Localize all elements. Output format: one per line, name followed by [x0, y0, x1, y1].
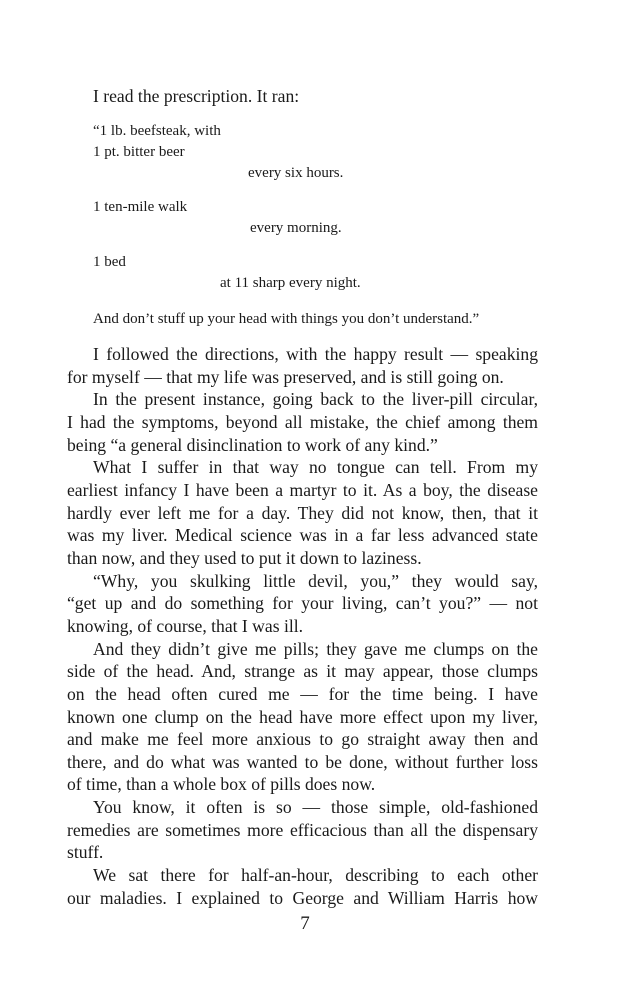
intro-line: I read the prescription. It ran: — [93, 86, 300, 106]
text-line: And they didn’t give me pills; they gave me clumps on the — [93, 638, 538, 659]
text-line: We sat there for half-an-hour, describing to each other — [93, 865, 538, 886]
text-line: for myself — that my life was preserved, and is still going on. — [67, 366, 504, 387]
text-line: than now, and they used to put it down to laziness. — [67, 547, 422, 568]
paragraph — [67, 388, 538, 456]
prescription-item: 1 pt. bitter beer — [93, 144, 185, 160]
prescription-item: “1 lb. beefsteak, with — [93, 123, 221, 139]
paragraph — [67, 570, 538, 638]
text-line: remedies are sometimes more efficacious than all the dispensary — [67, 819, 538, 840]
prescription-timing: every six hours. — [248, 165, 344, 181]
text-line: was my liver. Medical science was in a far less advanced state — [67, 525, 538, 546]
text-line: In the present instance, going back to the liver-pill circular, — [93, 389, 538, 410]
text-line: hardly ever left me for a day. They did not know, then, that it — [67, 502, 538, 523]
text-line: stuff. — [67, 842, 104, 863]
text-line: knowing, of course, that I was ill. — [67, 615, 304, 636]
prescription-item: 1 ten-mile walk — [93, 199, 188, 215]
prescription-timing: at 11 sharp every night. — [220, 275, 361, 291]
paragraph — [67, 796, 538, 864]
text-line: known one clump on the head have more effect upon my liver, — [67, 706, 538, 727]
paragraph — [67, 343, 538, 388]
page-number: 7 — [300, 913, 310, 934]
text-line: of time, than a whole box of pills does now. — [67, 774, 376, 795]
prescription-timing: every morning. — [250, 220, 342, 236]
paragraph — [67, 864, 538, 909]
text-line: “get up and do something for your living, can’t you?” — not — [67, 593, 538, 614]
text-line: there, and do what was wanted to be done, without further loss — [67, 751, 538, 772]
body-text — [67, 343, 538, 909]
paragraph — [67, 638, 538, 797]
text-line: side of the head. And, strange as it may appear, those clumps — [67, 661, 538, 682]
prescription-closing: And don’t stuff up your head with things you don’t understand.” — [93, 311, 480, 327]
text-line: being “a general disinclination to work of any kind.” — [67, 434, 438, 455]
text-line: I followed the directions, with the happy result — speaking — [93, 344, 538, 364]
text-line: and make me feel more anxious to go straight away then and — [67, 729, 538, 750]
text-line: You know, it often is so — those simple, old-fashioned — [93, 797, 538, 818]
text-line: What I suffer in that way no tongue can tell. From my — [93, 457, 538, 478]
text-line: I had the symptoms, beyond all mistake, the chief among them — [67, 411, 538, 432]
text-line: “Why, you skulking little devil, you,” they would say, — [93, 570, 538, 591]
paragraph — [67, 456, 538, 569]
text-line: on the head often cured me — for the time being. I have — [67, 683, 538, 704]
prescription-item: 1 bed — [93, 254, 126, 270]
text-line: earliest infancy I have been a martyr to it. As a boy, the disease — [67, 479, 538, 500]
text-line: our maladies. I explained to George and William Harris how — [67, 887, 538, 908]
